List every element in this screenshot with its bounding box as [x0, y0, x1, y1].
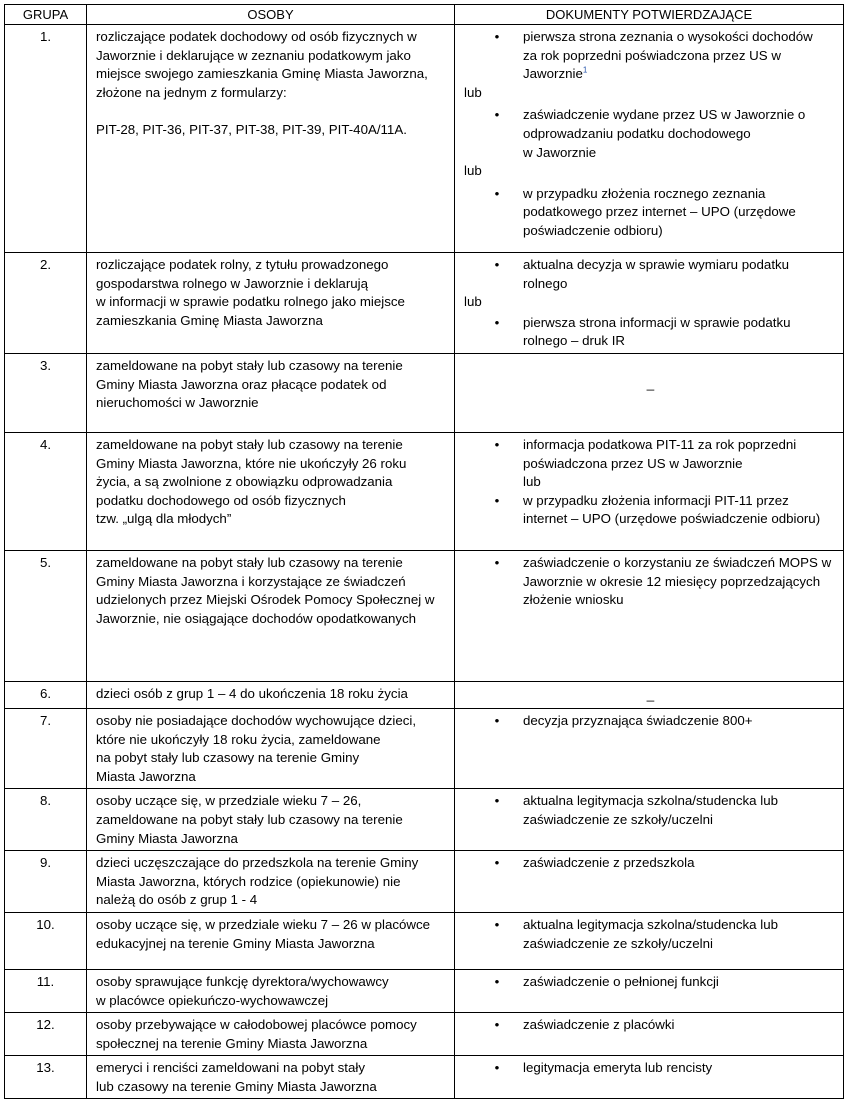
document-item: [464, 1016, 837, 1035]
documents-cell: [455, 253, 844, 354]
document-item: [464, 916, 837, 953]
document-item: [464, 712, 837, 731]
document-line-text: Jaworznie: [523, 66, 583, 82]
group-number: 7.: [5, 708, 87, 788]
document-item: [464, 106, 837, 162]
persons-line: dzieci osób z grup 1 – 4 do ukończenia 18 roku życia: [96, 685, 408, 701]
documents-cell: [455, 969, 844, 1012]
document-line: rolnego: [523, 275, 568, 291]
persons-line: w informacji w sprawie podatku rolnego jako miejsce: [96, 294, 405, 310]
documents-cell: [455, 681, 844, 708]
documents-cell: [455, 432, 844, 550]
persons-line: lub czasowy na terenie Gminy Miasta Jaworzna: [96, 1078, 377, 1094]
persons-cell: [87, 353, 455, 432]
documents-cell: [455, 789, 844, 851]
table-row: [5, 432, 844, 550]
table-row: [5, 969, 844, 1012]
persons-line: osoby sprawujące funkcję dyrektora/wychowawcy: [96, 973, 389, 989]
document-line: legitymacja emeryta lub rencisty: [523, 1060, 713, 1076]
document-line: zaświadczenie z przedszkola: [523, 855, 695, 871]
persons-line: Jaworznie, nie osiągające dochodów opodatkowanych: [96, 610, 417, 626]
persons-line: gospodarstwa rolnego w Jaworznie i deklarują: [96, 275, 368, 291]
table-row: [5, 708, 844, 788]
documents-cell: [455, 353, 844, 432]
persons-line: podatku dochodowego od osób fizycznych: [96, 492, 346, 508]
group-number: 6.: [5, 681, 87, 708]
document-line: aktualna decyzja w sprawie wymiaru podatku: [523, 257, 790, 272]
group-number: 3.: [5, 353, 87, 432]
document-line: zaświadczenie ze szkoły/uczelni: [523, 935, 713, 951]
persons-line: Miasta Jaworzna: [96, 768, 196, 784]
bullet-icon: •: [494, 107, 500, 123]
bullet-icon: •: [494, 712, 500, 728]
document-line: Jaworznie w okresie 12 miesięcy poprzedzających: [523, 573, 821, 589]
bullet-icon: •: [494, 916, 500, 932]
table-row: [5, 789, 844, 851]
table-header-row: [5, 5, 844, 25]
bullet-icon: •: [494, 855, 500, 871]
table-row: [5, 912, 844, 969]
persons-line: PIT-28, PIT-36, PIT-37, PIT-38, PIT-39, PIT-40A/11A.: [96, 121, 407, 137]
bullet-icon: •: [494, 492, 500, 508]
persons-line: które nie ukończyły 18 roku życia, zameldowane: [96, 731, 381, 747]
persons-cell: [87, 969, 455, 1012]
document-line: zaświadczenie o pełnionej funkcji: [523, 973, 719, 989]
persons-line: osoby nie posiadające dochodów wychowujące dzieci,: [96, 712, 417, 728]
persons-cell: [87, 550, 455, 681]
document-item: [464, 854, 837, 873]
persons-line: nieruchomości w Jaworznie: [96, 395, 259, 411]
table-row: [5, 851, 844, 913]
persons-cell: [87, 912, 455, 969]
footnote-link[interactable]: 1: [582, 65, 588, 75]
persons-line: zameldowane na pobyt stały lub czasowy na terenie: [96, 554, 403, 570]
persons-line: osoby uczące się, w przedziale wieku 7 – 26 w placówce: [96, 916, 431, 932]
persons-line: w placówce opiekuńczo-wychowawczej: [96, 992, 329, 1008]
persons-cell: [87, 789, 455, 851]
document-item: [464, 256, 837, 293]
document-line: decyzja przyznająca świadczenie 800+: [523, 712, 753, 728]
group-number: 10.: [5, 912, 87, 969]
document-line: w przypadku złożenia rocznego zeznania: [523, 185, 766, 201]
document-line: w Jaworznie: [523, 144, 597, 160]
persons-line: zameldowane na pobyt stały lub czasowy na terenie: [96, 357, 403, 373]
table-row: [5, 25, 844, 253]
groups-table: [4, 4, 844, 1099]
document-line: poświadczona przez US w Jaworznie: [523, 455, 743, 471]
bullet-icon: •: [494, 29, 500, 44]
document-line: za rok poprzedni poświadczona przez US w: [523, 47, 781, 63]
persons-line: miejsce swojego zamieszkania Gminę Miasta Jaworzna,: [96, 66, 428, 82]
bullet-icon: •: [494, 436, 500, 452]
table-row: [5, 1056, 844, 1099]
persons-line: Gminy Miasta Jaworzna, które nie ukończyły 26 roku: [96, 455, 407, 471]
persons-line: zamieszkania Gminę Miasta Jaworzna: [96, 312, 323, 328]
persons-line: Gminy Miasta Jaworzna oraz płacące podatek od: [96, 376, 387, 392]
group-number: 11.: [5, 969, 87, 1012]
persons-line: społecznej na terenie Gminy Miasta Jaworzna: [96, 1035, 368, 1051]
document-line: [523, 65, 837, 84]
document-line: zaświadczenie o korzystaniu ze świadczeń MOPS w: [523, 554, 832, 570]
bullet-icon: •: [494, 973, 500, 989]
table-row: [5, 353, 844, 432]
document-line: zaświadczenie z placówki: [523, 1017, 675, 1033]
document-item: [464, 792, 837, 829]
document-line: odprowadzaniu podatku dochodowego: [523, 125, 751, 141]
bullet-icon: •: [494, 1060, 500, 1076]
or-separator: lub: [523, 474, 541, 490]
document-line: pierwsza strona zeznania o wysokości dochodów: [523, 29, 813, 44]
group-number: 9.: [5, 851, 87, 913]
documents-cell: [455, 1056, 844, 1099]
document-line: złożenie wniosku: [523, 592, 624, 608]
persons-line: należą do osób z grup 1 - 4: [96, 892, 258, 908]
table-row: [5, 550, 844, 681]
persons-line: Gminy Miasta Jaworzna i korzystające ze świadczeń: [96, 573, 406, 589]
persons-line: na pobyt stały lub czasowy na terenie Gminy: [96, 750, 360, 766]
persons-line: zameldowane na pobyt stały lub czasowy na terenie: [96, 811, 403, 827]
document-line: zaświadczenie wydane przez US w Jaworznie o: [523, 107, 806, 123]
table-row: [5, 681, 844, 708]
document-line: zaświadczenie ze szkoły/uczelni: [523, 811, 713, 827]
group-number: 13.: [5, 1056, 87, 1099]
no-document-dash: _: [646, 375, 655, 391]
document-item: [464, 492, 837, 529]
document-item: [464, 973, 837, 992]
document-item: [464, 436, 837, 492]
document-line: poświadczenie odbioru): [523, 222, 663, 238]
header-osoby: OSOBY: [87, 5, 455, 25]
bullet-icon: •: [494, 257, 500, 272]
document-line: informacja podatkowa PIT-11 za rok poprzedni: [523, 436, 797, 452]
persons-cell: [87, 708, 455, 788]
persons-line: osoby przebywające w całodobowej placówce pomocy: [96, 1017, 417, 1033]
or-separator: lub: [464, 163, 482, 179]
persons-line: osoby uczące się, w przedziale wieku 7 – 26,: [96, 793, 362, 809]
persons-cell: [87, 1056, 455, 1099]
header-grupa: GRUPA: [5, 5, 87, 25]
group-number: 4.: [5, 432, 87, 550]
bullet-icon: •: [494, 314, 500, 330]
persons-line: dzieci uczęszczające do przedszkola na terenie Gminy: [96, 855, 419, 871]
no-document-dash: _: [646, 686, 655, 702]
persons-line: rozliczające podatek rolny, z tytułu prowadzonego: [96, 257, 389, 272]
bullet-icon: •: [494, 185, 500, 201]
persons-cell: [87, 851, 455, 913]
bullet-icon: •: [494, 1017, 500, 1033]
document-item: [464, 554, 837, 610]
header-dokumenty: DOKUMENTY POTWIERDZAJĄCE: [455, 5, 844, 25]
persons-line: Miasta Jaworzna, których rodzice (opiekunowie) nie: [96, 873, 401, 889]
group-number: 1.: [5, 25, 87, 253]
document-line: aktualna legitymacja szkolna/studencka lub: [523, 916, 779, 932]
documents-cell: [455, 851, 844, 913]
document-item: [464, 314, 837, 351]
document-line: pierwsza strona informacji w sprawie podatku: [523, 314, 791, 330]
persons-line: emeryci i renciści zameldowani na pobyt stały: [96, 1060, 366, 1076]
persons-line: zameldowane na pobyt stały lub czasowy na terenie: [96, 436, 403, 452]
table-row: [5, 253, 844, 354]
bullet-icon: •: [494, 793, 500, 809]
document-line: w przypadku złożenia informacji PIT-11 przez: [523, 492, 789, 508]
persons-cell: [87, 1013, 455, 1056]
documents-cell: [455, 708, 844, 788]
document-item: [464, 185, 837, 241]
documents-cell: [455, 550, 844, 681]
group-number: 2.: [5, 253, 87, 354]
group-number: 8.: [5, 789, 87, 851]
or-separator: lub: [464, 294, 482, 310]
document-line: podatkowego przez internet – UPO (urzędowe: [523, 204, 796, 220]
persons-line: udzielonych przez Miejski Ośrodek Pomocy Społecznej w: [96, 592, 435, 608]
persons-line: Gminy Miasta Jaworzna: [96, 830, 238, 846]
or-separator: lub: [464, 84, 482, 100]
persons-line: edukacyjnej na terenie Gminy Miasta Jaworzna: [96, 935, 375, 951]
persons-line: złożone na jednym z formularzy:: [96, 84, 287, 100]
document-item: [464, 1059, 837, 1078]
group-number: 5.: [5, 550, 87, 681]
group-number: 12.: [5, 1013, 87, 1056]
persons-cell: [87, 681, 455, 708]
bullet-icon: •: [494, 554, 500, 570]
document-line: internet – UPO (urzędowe poświadczenie odbioru): [523, 511, 821, 527]
persons-line: Jaworznie i deklarujące w zeznaniu podatkowym jako: [96, 47, 411, 63]
documents-cell: [455, 25, 844, 253]
document-line: rolnego – druk IR: [523, 333, 625, 349]
table-row: [5, 1013, 844, 1056]
documents-cell: [455, 1013, 844, 1056]
persons-cell: [87, 432, 455, 550]
document-line: aktualna legitymacja szkolna/studencka lub: [523, 793, 779, 809]
persons-line: tzw. „ulgą dla młodych”: [96, 511, 232, 527]
persons-line: życia, a są zwolnione z obowiązku odprowadzania: [96, 474, 393, 490]
persons-cell: [87, 253, 455, 354]
persons-line: rozliczające podatek dochodowy od osób fizycznych w: [96, 29, 417, 44]
documents-cell: [455, 912, 844, 969]
document-item: [464, 28, 837, 84]
persons-cell: [87, 25, 455, 253]
